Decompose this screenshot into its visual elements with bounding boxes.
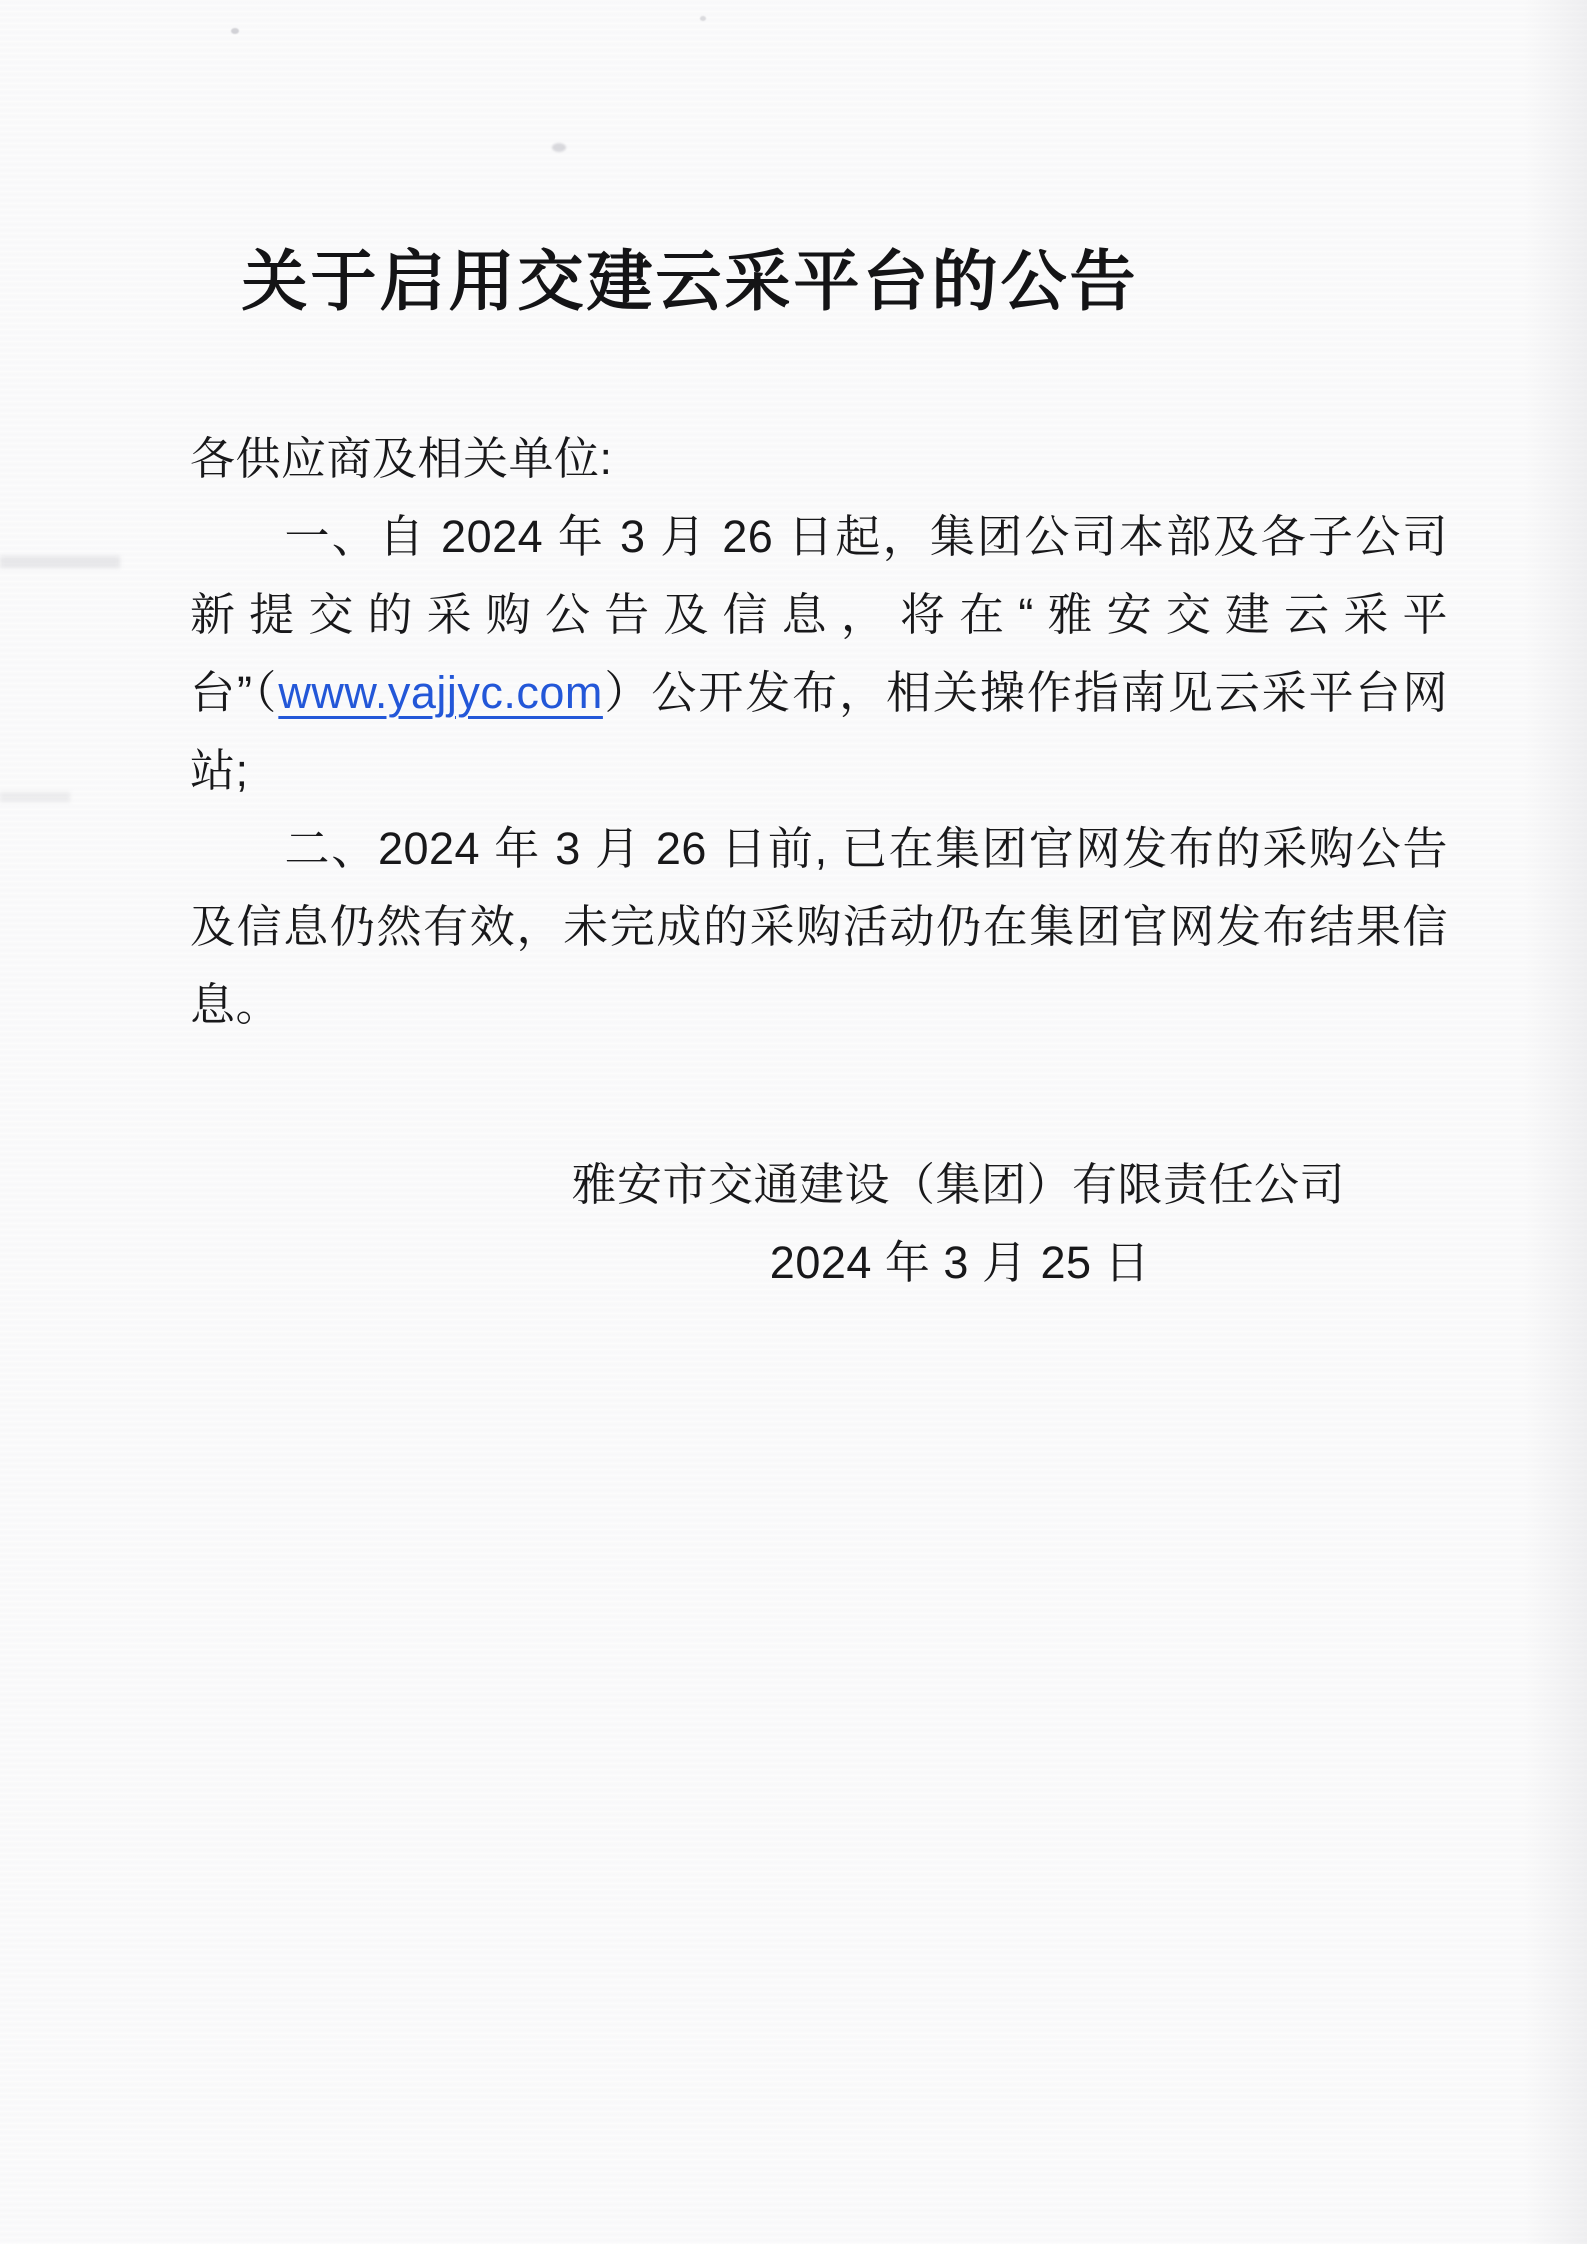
scan-streak	[0, 792, 70, 802]
scan-smudge	[552, 143, 566, 152]
signature-block	[190, 1146, 1448, 1302]
signature-date: 2024 年 3 月 25 日	[769, 1237, 1150, 1288]
scan-streak	[0, 556, 120, 568]
paragraph-1-text-after-link: ）公开发布，相关操作指南见云采平台网站;	[190, 667, 1448, 796]
scan-speck	[231, 28, 239, 34]
document-title: 关于启用交建云采平台的公告	[241, 244, 1139, 318]
paragraph-1-text-before-link: 一、自 2024 年 3 月 26 日起，集团公司本部及各子公司新提交的采购公告及信息，将在“雅安交建云采平台”（	[190, 511, 1448, 718]
document-body	[190, 420, 1448, 1302]
signature-company: 雅安市交通建设（集团）有限责任公司	[571, 1159, 1345, 1210]
paragraph-2: 二、2024 年 3 月 26 日前, 已在集团官网发布的采购公告及信息仍然有效，未完成的采购活动仍在集团官网发布结果信息。	[190, 823, 1448, 1030]
salutation: 各供应商及相关单位:	[190, 433, 613, 484]
platform-url-link[interactable]: www.yajjyc.com	[278, 667, 603, 718]
paragraph-1	[190, 498, 1448, 810]
scan-speck	[700, 16, 706, 21]
